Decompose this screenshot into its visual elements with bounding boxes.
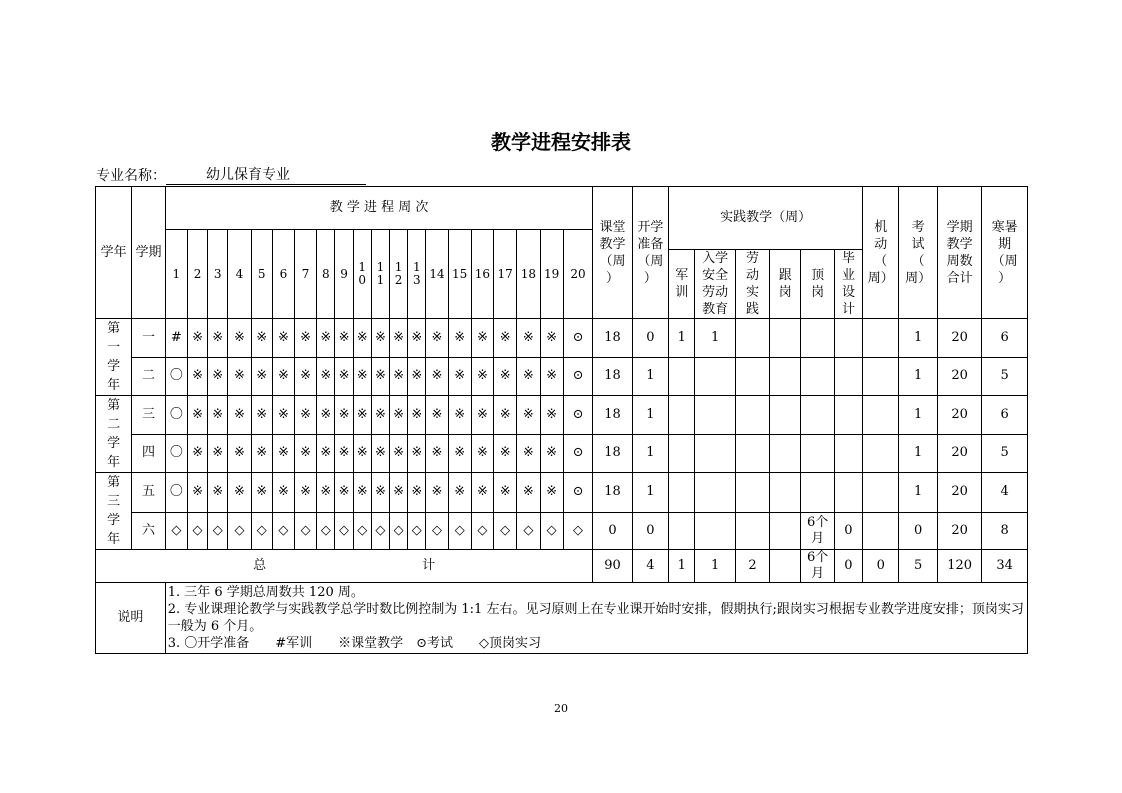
notes-cell [165,583,1027,654]
week-symbol: ※ [272,434,294,473]
year-cell: 第 二 学 年 [96,396,132,473]
safety-cell [695,396,735,435]
week-symbol: ※ [208,473,228,513]
graduation-cell [834,357,862,396]
follow-cell [770,396,801,435]
prep-cell: 0 [632,319,668,358]
week-symbol: ◇ [371,512,389,549]
safety-cell [695,473,735,513]
week-symbol: ◇ [317,512,335,549]
graduation-cell [834,434,862,473]
week-symbol: ⊙ [563,319,593,358]
week-symbol: ⊙ [563,357,593,396]
semester-cell: 一 [132,319,165,358]
week-symbol: ※ [540,396,563,435]
week-number-header: 2 [187,230,207,319]
vacation-cell: 6 [982,319,1028,358]
week-symbol: 〇 [165,434,187,473]
week-symbol: ※ [317,396,335,435]
follow-cell [770,319,801,358]
exam-cell: 1 [899,473,937,513]
week-symbol: ※ [251,434,272,473]
notes-row [96,583,1028,654]
header-safety: 入学 安全 劳动 教育 [695,250,735,319]
semester-row [96,319,1028,358]
week-symbol: ※ [408,357,426,396]
week-symbol: ※ [426,473,448,513]
vacation-cell: 5 [982,434,1028,473]
week-symbol: ⊙ [563,434,593,473]
classroom-cell: 18 [593,319,632,358]
week-symbol: ※ [448,319,471,358]
follow-cell [770,512,801,549]
semester-cell: 三 [132,396,165,435]
vacation-cell: 5 [982,357,1028,396]
top-post-cell [801,319,834,358]
labor-cell [735,434,769,473]
week-symbol: ※ [471,396,493,435]
military-cell [669,473,695,513]
week-symbol: ※ [187,434,207,473]
header-top-post: 顶 岗 [801,250,834,319]
total-graduation: 0 [834,550,862,583]
labor-cell [735,473,769,513]
week-symbol: 〇 [165,396,187,435]
table-body [96,187,1028,654]
military-cell [669,512,695,549]
week-symbol: ※ [251,357,272,396]
year-cell: 第 一 学 年 [96,319,132,396]
note-line: 1. 三年 6 学期总周数共 120 周。 [167,585,364,600]
week-symbol: ※ [208,396,228,435]
week-symbol: ◇ [251,512,272,549]
week-symbol: ※ [389,396,407,435]
week-symbol: ※ [517,319,540,358]
week-symbol: ※ [540,319,563,358]
week-symbol: ※ [295,434,317,473]
week-symbol: ※ [448,473,471,513]
week-symbol: ※ [228,357,251,396]
week-symbol: ※ [448,434,471,473]
major-label: 专业名称： [96,168,166,184]
notes-label: 说明 [96,583,166,654]
follow-cell [770,357,801,396]
header-year: 学年 [96,187,132,319]
header-practice-group: 实践教学（周） [669,187,863,250]
prep-cell: 1 [632,473,668,513]
header-graduation: 毕 业 设 计 [834,250,862,319]
week-symbol: ◇ [426,512,448,549]
week-symbol: ※ [251,473,272,513]
prep-cell: 1 [632,434,668,473]
totals-row [96,550,1028,583]
week-symbol: ※ [517,357,540,396]
labor-cell [735,319,769,358]
week-symbol: ※ [494,434,517,473]
semester-row [96,396,1028,435]
exam-cell: 1 [899,357,937,396]
semester-cell: 五 [132,473,165,513]
week-symbol: ◇ [272,512,294,549]
week-symbol: ※ [517,434,540,473]
total-follow [770,550,801,583]
week-symbol: ※ [228,473,251,513]
header-flexible: 机 动 （ 周） [863,187,899,319]
total-total: 120 [937,550,981,583]
total-top-post: 6个 月 [801,550,834,583]
week-number-header: 1 [165,230,187,319]
week-symbol: ※ [272,357,294,396]
top-post-cell: 6个 月 [801,512,834,549]
week-symbol: ⊙ [563,396,593,435]
week-symbol: ※ [208,357,228,396]
week-symbol: ※ [187,396,207,435]
week-number-header: 19 [540,230,563,319]
classroom-cell: 18 [593,434,632,473]
semester-cell: 六 [132,512,165,549]
week-symbol: 〇 [165,473,187,513]
week-symbol: ※ [187,357,207,396]
week-symbol: ※ [517,473,540,513]
header-exam: 考 试 （ 周） [899,187,937,319]
week-symbol: ◇ [540,512,563,549]
flexible-cell [863,319,899,358]
year-cell: 第 三 学 年 [96,473,132,550]
safety-cell [695,512,735,549]
note-line: 2. 专业课理论教学与实践教学总学时数比例控制为 1:1 左右。见习原则上在专业课开始时安排，假期执行;跟岗实习根据专业教学进度安排；顶岗实习一般为 6 个月。 [167,602,1024,634]
graduation-cell: 0 [834,512,862,549]
week-symbol: ◇ [389,512,407,549]
week-number-header: 1 2 [389,230,407,319]
week-symbol: ◇ [517,512,540,549]
total-cell: 20 [937,512,981,549]
week-symbol: ※ [389,319,407,358]
week-symbol: ※ [228,434,251,473]
total-exam: 5 [899,550,937,583]
week-symbol: ※ [389,357,407,396]
flexible-cell [863,434,899,473]
week-symbol: ※ [353,434,371,473]
top-post-cell [801,396,834,435]
exam-cell: 1 [899,319,937,358]
week-symbol: ※ [389,473,407,513]
week-symbol: # [165,319,187,358]
header-weeks-group: 教 学 进 程 周 次 [165,187,593,230]
week-symbol: ※ [426,396,448,435]
week-symbol: ◇ [208,512,228,549]
week-symbol: ※ [317,473,335,513]
week-symbol: ※ [426,434,448,473]
labor-cell [735,512,769,549]
week-symbol: ※ [389,434,407,473]
week-symbol: ※ [295,473,317,513]
flexible-cell [863,396,899,435]
military-cell: 1 [669,319,695,358]
week-symbol: ※ [471,357,493,396]
week-symbol: ※ [494,357,517,396]
week-number-header: 6 [272,230,294,319]
week-number-header: 3 [208,230,228,319]
week-symbol: ※ [408,319,426,358]
military-cell [669,396,695,435]
major-value: 幼儿保育专业 [166,166,366,185]
week-number-header: 20 [563,230,593,319]
page-number: 20 [554,702,568,715]
semester-cell: 四 [132,434,165,473]
page-title: 教学进程安排表 [491,130,631,154]
total-labor: 2 [735,550,769,583]
schedule-table [95,186,1028,654]
week-symbol: ◇ [448,512,471,549]
total-prep: 4 [632,550,668,583]
total-cell: 20 [937,434,981,473]
week-symbol: ※ [494,473,517,513]
header-vacation: 寒暑 期 （周 ） [982,187,1028,319]
week-number-header: 9 [335,230,353,319]
week-number-header: 1 3 [408,230,426,319]
week-symbol: ※ [208,434,228,473]
week-symbol: ※ [335,396,353,435]
week-symbol: ※ [408,473,426,513]
week-symbol: ※ [408,396,426,435]
week-symbol: ※ [251,396,272,435]
total-safety: 1 [695,550,735,583]
header-labor: 劳 动 实 践 [735,250,769,319]
labor-cell [735,357,769,396]
week-number-header: 5 [251,230,272,319]
header-follow: 跟 岗 [770,250,801,319]
week-symbol: ※ [335,319,353,358]
week-symbol: 〇 [165,357,187,396]
week-symbol: ※ [335,357,353,396]
safety-cell [695,357,735,396]
classroom-cell: 0 [593,512,632,549]
week-symbol: ◇ [408,512,426,549]
week-number-header: 17 [494,230,517,319]
week-symbol: ◇ [295,512,317,549]
military-cell [669,434,695,473]
week-symbol: ※ [494,319,517,358]
header-prep: 开学 准备 （周 ） [632,187,668,319]
week-symbol: ※ [353,473,371,513]
header-military: 军 训 [669,250,695,319]
total-vacation: 34 [982,550,1028,583]
week-number-header: 18 [517,230,540,319]
week-symbol: ※ [471,319,493,358]
week-symbol: ※ [494,396,517,435]
week-symbol: ※ [517,396,540,435]
week-symbol: ◇ [353,512,371,549]
total-classroom: 90 [593,550,632,583]
week-symbol: ※ [371,357,389,396]
semester-cell: 二 [132,357,165,396]
military-cell [669,357,695,396]
header-row-1 [96,187,1028,230]
week-symbol: ※ [353,396,371,435]
header-semester-total: 学期 教学 周数 合计 [937,187,981,319]
week-symbol: ※ [540,434,563,473]
week-symbol: ※ [251,319,272,358]
graduation-cell [834,319,862,358]
week-symbol: ※ [272,473,294,513]
week-symbol: ※ [272,396,294,435]
week-symbol: ※ [426,357,448,396]
week-symbol: ※ [187,473,207,513]
graduation-cell [834,473,862,513]
week-symbol: ※ [295,319,317,358]
week-symbol: ※ [272,319,294,358]
totals-label: 总 计 [96,550,593,583]
week-symbol: ◇ [563,512,593,549]
semester-row [96,357,1028,396]
safety-cell: 1 [695,319,735,358]
week-symbol: ※ [317,357,335,396]
week-number-header: 15 [448,230,471,319]
week-number-header: 7 [295,230,317,319]
week-number-header: 14 [426,230,448,319]
top-post-cell [801,473,834,513]
week-symbol: ◇ [335,512,353,549]
total-cell: 20 [937,357,981,396]
week-symbol: ※ [371,473,389,513]
major-line [96,165,366,185]
week-symbol: ※ [448,396,471,435]
vacation-cell: 8 [982,512,1028,549]
total-cell: 20 [937,396,981,435]
safety-cell [695,434,735,473]
total-flexible: 0 [863,550,899,583]
week-symbol: ※ [317,434,335,473]
week-symbol: ◇ [165,512,187,549]
flexible-cell [863,357,899,396]
week-symbol: ※ [371,319,389,358]
semester-row [96,434,1028,473]
week-number-header: 4 [228,230,251,319]
week-number-header: 8 [317,230,335,319]
week-symbol: ◇ [187,512,207,549]
flexible-cell [863,512,899,549]
week-symbol: ※ [295,396,317,435]
week-symbol: ※ [317,319,335,358]
week-symbol: ※ [353,319,371,358]
prep-cell: 1 [632,396,668,435]
week-symbol: ※ [471,434,493,473]
week-symbol: ◇ [494,512,517,549]
week-number-header: 1 0 [353,230,371,319]
exam-cell: 1 [899,396,937,435]
week-symbol: ※ [208,319,228,358]
week-symbol: ※ [228,396,251,435]
week-symbol: ※ [295,357,317,396]
week-symbol: ◇ [228,512,251,549]
follow-cell [770,473,801,513]
top-post-cell [801,357,834,396]
week-symbol: ※ [187,319,207,358]
total-military: 1 [669,550,695,583]
week-symbol: ※ [335,473,353,513]
prep-cell: 0 [632,512,668,549]
total-cell: 20 [937,319,981,358]
top-post-cell [801,434,834,473]
header-semester: 学期 [132,187,165,319]
follow-cell [770,434,801,473]
vacation-cell: 4 [982,473,1028,513]
week-symbol: ※ [426,319,448,358]
week-symbol: ※ [540,357,563,396]
vacation-cell: 6 [982,396,1028,435]
week-symbol: ※ [335,434,353,473]
classroom-cell: 18 [593,396,632,435]
week-symbol: ※ [353,357,371,396]
semester-row [96,473,1028,513]
header-classroom: 课堂 教学 （周 ） [593,187,632,319]
week-symbol: ※ [371,396,389,435]
week-symbol: ⊙ [563,473,593,513]
week-symbol: ※ [540,473,563,513]
week-symbol: ◇ [471,512,493,549]
week-symbol: ※ [228,319,251,358]
week-number-header: 1 1 [371,230,389,319]
graduation-cell [834,396,862,435]
week-symbol: ※ [408,434,426,473]
total-cell: 20 [937,473,981,513]
week-number-header: 16 [471,230,493,319]
week-symbol: ※ [471,473,493,513]
classroom-cell: 18 [593,357,632,396]
classroom-cell: 18 [593,473,632,513]
note-line: 3. 〇开学准备 #军训 ※课堂教学 ⊙考试 ◇顶岗实习 [167,636,542,651]
prep-cell: 1 [632,357,668,396]
week-symbol: ※ [371,434,389,473]
exam-cell: 1 [899,434,937,473]
semester-row [96,512,1028,549]
exam-cell: 0 [899,512,937,549]
flexible-cell [863,473,899,513]
week-symbol: ※ [448,357,471,396]
labor-cell [735,396,769,435]
